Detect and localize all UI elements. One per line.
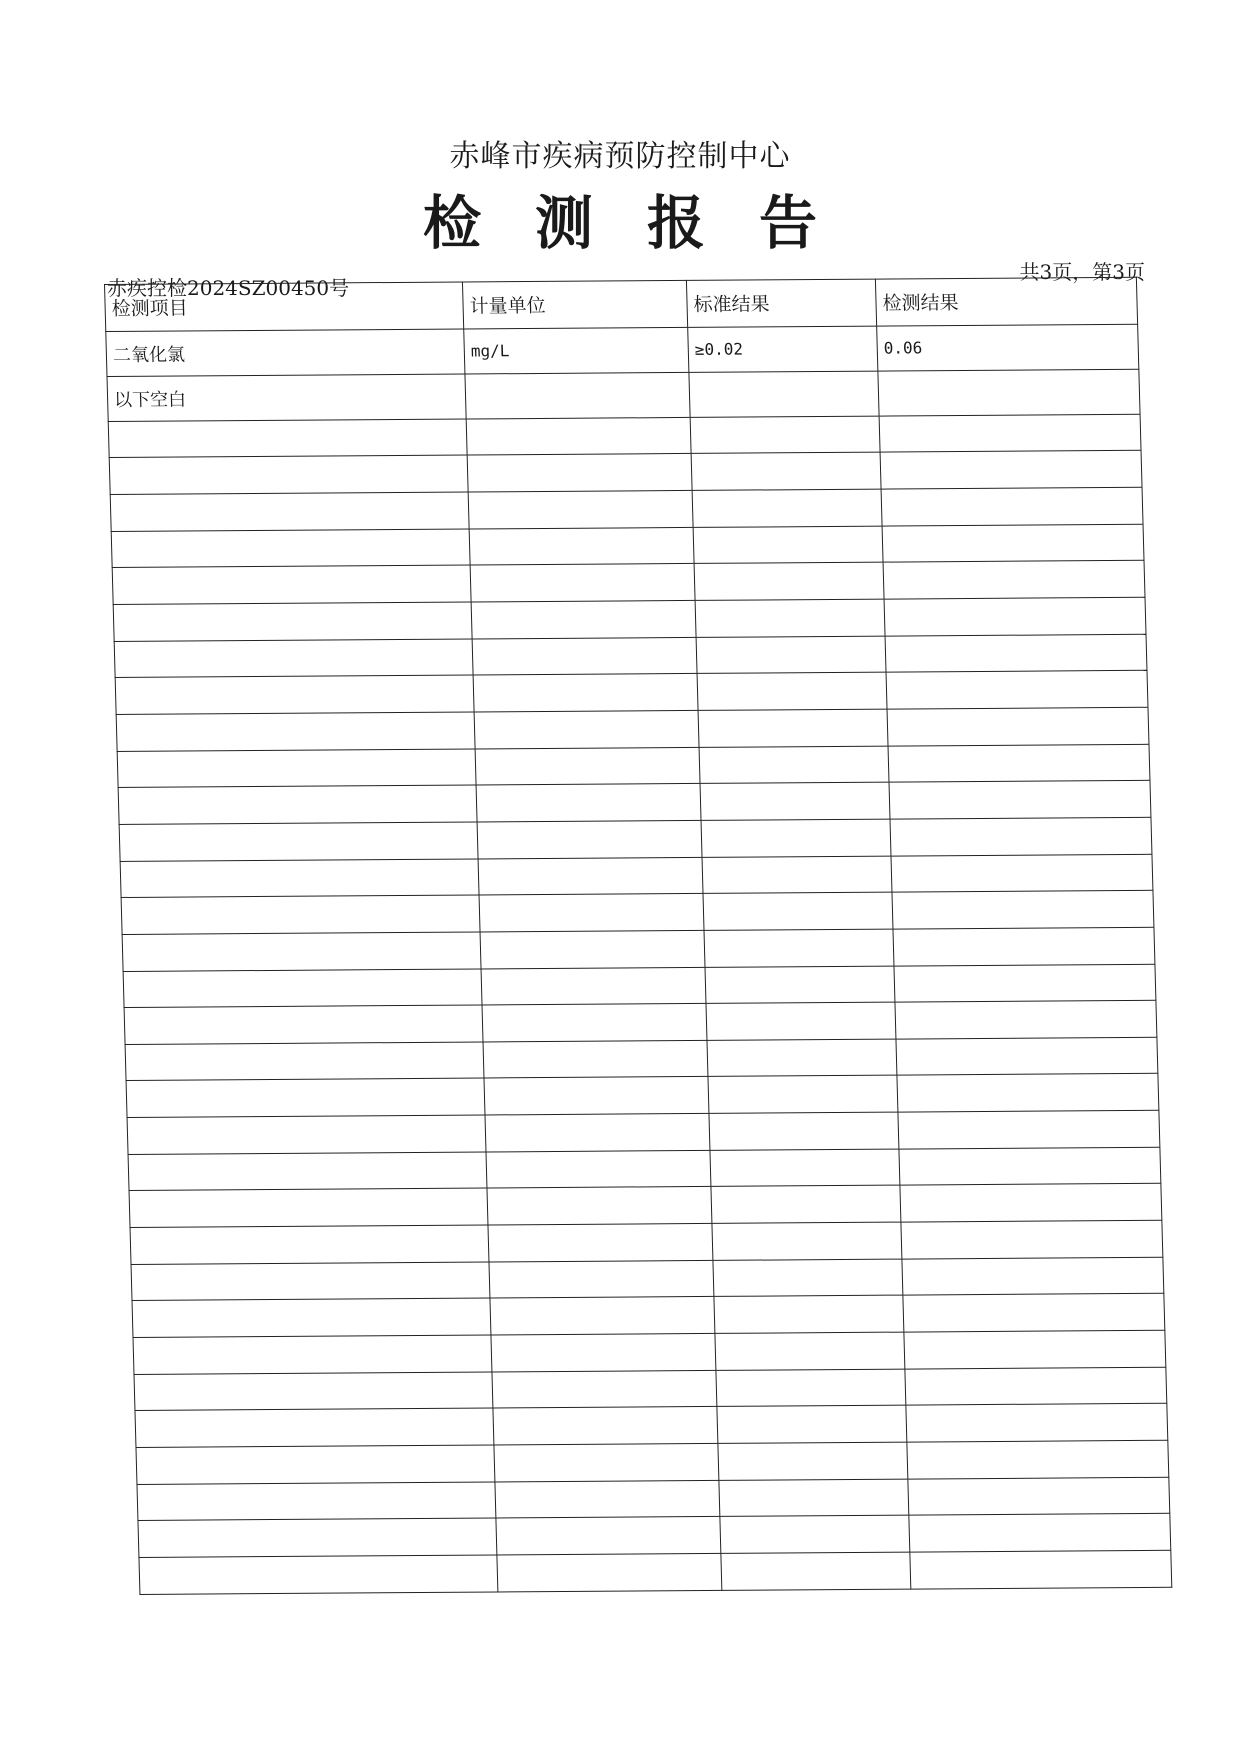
blank-cell <box>493 1407 718 1445</box>
column-header-item: 检测项目 <box>105 282 464 331</box>
table-row <box>106 324 1139 376</box>
blank-cell <box>111 529 470 568</box>
blank-cell <box>899 1147 1161 1185</box>
blank-cell <box>491 1333 716 1371</box>
blank-cell <box>483 1040 708 1078</box>
blank-cell <box>121 895 480 934</box>
cell-unit: mg/L <box>464 327 689 374</box>
blank-cell <box>108 419 467 458</box>
blank-cell <box>720 1515 910 1553</box>
blank-cell <box>113 602 472 641</box>
table-row <box>107 369 1140 421</box>
blank-cell <box>719 1479 909 1517</box>
blank-cell <box>492 1370 717 1408</box>
blank-cell <box>897 1074 1159 1112</box>
blank-cell <box>470 564 695 602</box>
cell-unit <box>465 372 690 419</box>
blank-cell <box>692 489 882 527</box>
cell-standard: ≥0.02 <box>688 326 878 372</box>
blank-cell <box>119 822 478 861</box>
column-header-standard: 标准结果 <box>686 279 876 327</box>
blank-cell <box>135 1408 494 1447</box>
blank-cell <box>485 1114 710 1152</box>
blank-cell <box>118 785 477 824</box>
blank-cell <box>902 1257 1164 1295</box>
blank-cell <box>706 1002 896 1040</box>
blank-cell <box>139 1555 498 1594</box>
blank-cell <box>711 1186 901 1224</box>
blank-cell <box>694 562 884 600</box>
blank-cell <box>122 932 481 971</box>
blank-cell <box>702 856 892 894</box>
blank-cell <box>487 1187 712 1225</box>
blank-cell <box>882 524 1144 562</box>
blank-cell <box>709 1112 899 1150</box>
blank-cell <box>488 1224 713 1262</box>
blank-cell <box>130 1225 489 1264</box>
blank-cell <box>478 857 703 895</box>
blank-cell <box>127 1115 486 1154</box>
blank-cell <box>126 1078 485 1117</box>
blank-cell <box>132 1298 491 1337</box>
blank-cell <box>699 746 889 784</box>
blank-cell <box>880 451 1142 489</box>
blank-cell <box>490 1297 715 1335</box>
blank-cell <box>116 712 475 751</box>
blank-cell <box>697 672 887 710</box>
results-table-body <box>105 277 1172 1594</box>
blank-cell <box>716 1369 906 1407</box>
cell-standard <box>689 371 879 417</box>
blank-cell <box>909 1514 1171 1552</box>
blank-cell <box>468 490 693 528</box>
blank-cell <box>907 1440 1169 1478</box>
blank-cell <box>905 1367 1167 1405</box>
blank-cell <box>895 1000 1157 1038</box>
blank-cell <box>700 782 890 820</box>
blank-cell <box>110 492 469 531</box>
blank-cell <box>879 414 1141 452</box>
blank-cell <box>903 1294 1165 1332</box>
blank-cell <box>885 634 1147 672</box>
blank-cell <box>467 454 692 492</box>
blank-cell <box>890 817 1152 855</box>
blank-cell <box>906 1404 1168 1442</box>
blank-cell <box>894 964 1156 1002</box>
blank-cell <box>138 1518 497 1557</box>
blank-cell <box>489 1260 714 1298</box>
cell-result <box>878 369 1140 416</box>
blank-cell <box>883 561 1145 599</box>
report-number: 赤疾控检2024SZ00450号 <box>107 276 350 300</box>
blank-cell <box>472 637 697 675</box>
column-header-unit: 计量单位 <box>462 280 687 328</box>
results-table-frame <box>104 277 1171 1595</box>
blank-cell <box>900 1184 1162 1222</box>
blank-row <box>139 1550 1172 1594</box>
blank-cell <box>705 966 895 1004</box>
column-header-result: 检测结果 <box>875 277 1137 325</box>
blank-cell <box>884 597 1146 635</box>
blank-cell <box>898 1110 1160 1148</box>
blank-cell <box>479 894 704 932</box>
blank-cell <box>887 707 1149 745</box>
blank-cell <box>114 639 473 678</box>
blank-cell <box>133 1335 492 1374</box>
report-title: 检测报告 <box>422 189 871 257</box>
blank-cell <box>703 892 893 930</box>
blank-cell <box>881 487 1143 525</box>
cell-item: 以下空白 <box>107 374 466 421</box>
blank-cell <box>718 1442 908 1480</box>
blank-cell <box>908 1477 1170 1515</box>
blank-cell <box>708 1076 898 1114</box>
blank-cell <box>888 744 1150 782</box>
blank-cell <box>471 600 696 638</box>
blank-cell <box>129 1188 488 1227</box>
blank-cell <box>712 1222 902 1260</box>
blank-cell <box>721 1552 911 1590</box>
blank-cell <box>893 927 1155 965</box>
blank-cell <box>137 1482 496 1521</box>
blank-cell <box>486 1150 711 1188</box>
blank-cell <box>112 565 471 604</box>
blank-cell <box>497 1553 722 1592</box>
organization-name: 赤峰市疾病预防控制中心 <box>449 139 791 174</box>
blank-cell <box>469 527 694 565</box>
blank-cell <box>484 1077 709 1115</box>
blank-cell <box>134 1372 493 1411</box>
blank-cell <box>495 1480 720 1518</box>
blank-cell <box>690 416 880 454</box>
blank-cell <box>904 1330 1166 1368</box>
blank-cell <box>698 709 888 747</box>
blank-cell <box>482 1004 707 1042</box>
blank-cell <box>707 1039 897 1077</box>
blank-cell <box>475 747 700 785</box>
blank-cell <box>474 710 699 748</box>
blank-cell <box>481 967 706 1005</box>
blank-cell <box>131 1262 490 1301</box>
blank-cell <box>701 819 891 857</box>
blank-cell <box>889 780 1151 818</box>
table-header-row <box>105 277 1138 331</box>
page-indicator: 共3页，第3页 <box>1019 260 1145 284</box>
blank-cell <box>477 820 702 858</box>
blank-cell <box>891 854 1153 892</box>
blank-cell <box>123 968 482 1007</box>
blank-cell <box>115 675 474 714</box>
blank-cell <box>901 1220 1163 1258</box>
blank-cell <box>695 599 885 637</box>
blank-cell <box>109 455 468 494</box>
cell-item: 二氧化氯 <box>106 329 465 376</box>
blank-cell <box>714 1295 904 1333</box>
blank-cell <box>120 859 479 898</box>
blank-cell <box>476 784 701 822</box>
blank-cell <box>696 636 886 674</box>
blank-cell <box>710 1149 900 1187</box>
blank-cell <box>473 674 698 712</box>
blank-cell <box>715 1332 905 1370</box>
blank-cell <box>466 417 691 455</box>
blank-cell <box>704 929 894 967</box>
blank-cell <box>713 1259 903 1297</box>
blank-cell <box>136 1445 495 1484</box>
blank-cell <box>896 1037 1158 1075</box>
blank-cell <box>496 1517 721 1555</box>
blank-cell <box>117 749 476 788</box>
blank-cell <box>717 1405 907 1443</box>
blank-cell <box>125 1042 484 1081</box>
blank-cell <box>910 1550 1172 1589</box>
results-table <box>104 277 1172 1595</box>
blank-cell <box>691 452 881 490</box>
blank-cell <box>124 1005 483 1044</box>
blank-cell <box>886 671 1148 709</box>
blank-cell <box>128 1152 487 1191</box>
cell-result: 0.06 <box>877 324 1139 371</box>
blank-cell <box>480 930 705 968</box>
blank-cell <box>693 526 883 564</box>
blank-cell <box>892 890 1154 928</box>
blank-cell <box>494 1443 719 1481</box>
